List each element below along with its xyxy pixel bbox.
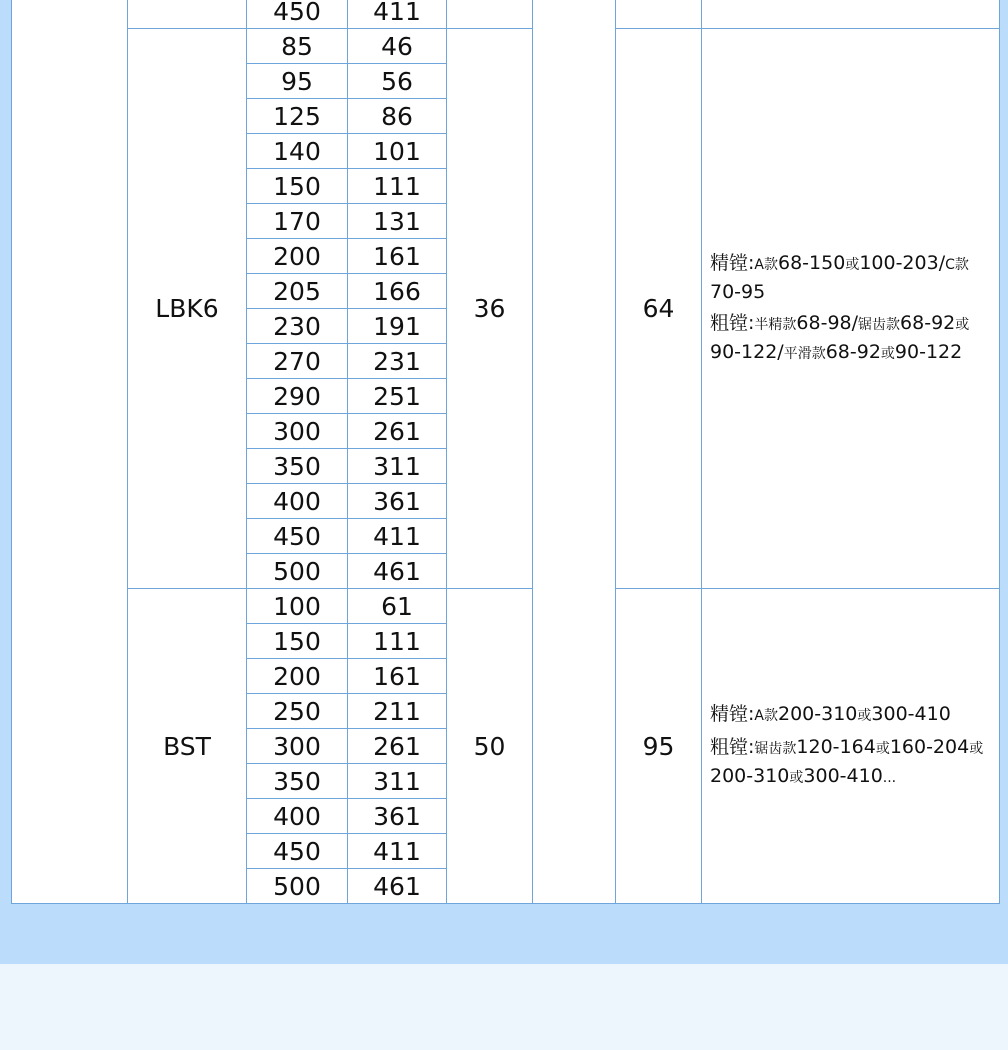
size-cell-2: 231: [348, 344, 447, 379]
note-qualifier: A款: [754, 256, 778, 273]
size-cell: 500: [247, 869, 348, 904]
size-cell: 150: [247, 624, 348, 659]
size-cell: 450: [247, 519, 348, 554]
size-cell-2: 361: [348, 484, 447, 519]
size-cell: 300: [247, 414, 348, 449]
size-cell-2: 101: [348, 134, 447, 169]
value-b-cell: 95: [616, 589, 702, 904]
size-cell: 205: [247, 274, 348, 309]
size-cell-2: 251: [348, 379, 447, 414]
size-cell-2: 131: [348, 204, 447, 239]
note-text: :: [748, 702, 755, 725]
size-cell-2: 361: [348, 799, 447, 834]
note-text: 100-203/: [859, 251, 946, 274]
blank-column-cell: [12, 0, 128, 904]
size-cell: 300: [247, 729, 348, 764]
note-qualifier: 或: [955, 316, 970, 333]
table-row: [12, 29, 1000, 64]
value-b-cell: [616, 0, 702, 29]
note-text: :: [748, 735, 755, 758]
size-cell: 450: [247, 834, 348, 869]
size-cell: 170: [247, 204, 348, 239]
size-cell: 200: [247, 239, 348, 274]
note-text: 300-410: [871, 702, 951, 725]
size-cell-2: 46: [348, 29, 447, 64]
spec-table: [11, 0, 1000, 904]
size-cell-2: 461: [348, 869, 447, 904]
size-cell-2: 61: [348, 589, 447, 624]
value-a-cell: [447, 0, 533, 29]
size-cell: 95: [247, 64, 348, 99]
size-cell-2: 311: [348, 764, 447, 799]
note-cell: [702, 0, 1000, 29]
model-cell: [128, 0, 247, 29]
size-cell: 125: [247, 99, 348, 134]
size-cell: 400: [247, 484, 348, 519]
note-qualifier: 或: [875, 740, 890, 757]
note-text: 精镗: [710, 251, 749, 274]
note-line: [710, 701, 989, 730]
value-a-cell: 50: [447, 589, 533, 904]
note-text: 68-92: [825, 340, 881, 363]
size-cell: 230: [247, 309, 348, 344]
note-text: 68-150: [778, 251, 846, 274]
note-line: [710, 310, 989, 368]
note-qualifier: 或: [789, 769, 804, 786]
note-text: 粗镗: [710, 311, 749, 334]
model-cell: LBK6: [128, 29, 247, 589]
blank-separator-cell: [533, 0, 616, 904]
note-line: [710, 734, 989, 792]
size-cell-2: 461: [348, 554, 447, 589]
size-cell-2: 111: [348, 169, 447, 204]
size-cell-2: 56: [348, 64, 447, 99]
note-qualifier: 锯齿款: [754, 740, 797, 757]
size-cell: 400: [247, 799, 348, 834]
note-qualifier: 或: [969, 740, 984, 757]
note-text: 160-204: [889, 735, 970, 758]
model-cell: BST: [128, 589, 247, 904]
size-cell: 250: [247, 694, 348, 729]
note-text: 68-98/: [796, 311, 859, 334]
table-row: [12, 0, 1000, 29]
note-text: 90-122: [894, 340, 963, 363]
note-qualifier: 或: [845, 256, 860, 273]
note-cell: [702, 29, 1000, 589]
size-cell-2: 261: [348, 729, 447, 764]
size-cell-2: 86: [348, 99, 447, 134]
size-cell-2: 166: [348, 274, 447, 309]
size-cell: 500: [247, 554, 348, 589]
value-a-cell: 36: [447, 29, 533, 589]
size-cell-2: 111: [348, 624, 447, 659]
note-text: 精镗: [710, 702, 749, 725]
size-cell-2: 411: [348, 0, 447, 29]
note-cell: [702, 589, 1000, 904]
size-cell: 290: [247, 379, 348, 414]
note-qualifier: A款: [754, 707, 778, 724]
note-qualifier: 平滑款: [783, 345, 826, 362]
note-text: 200-310: [778, 702, 858, 725]
size-cell-2: 161: [348, 239, 447, 274]
note-text: :: [748, 311, 755, 334]
size-cell-2: 411: [348, 834, 447, 869]
size-cell: 85: [247, 29, 348, 64]
size-cell-2: 191: [348, 309, 447, 344]
note-text: 120-164: [796, 735, 876, 758]
note-qualifier: 锯齿款: [858, 316, 901, 333]
size-cell: 350: [247, 449, 348, 484]
note-qualifier: 半精款: [754, 316, 797, 333]
note-qualifier: 或: [880, 345, 895, 362]
size-cell: 350: [247, 764, 348, 799]
size-cell-2: 261: [348, 414, 447, 449]
bottom-panel: [0, 964, 1008, 1050]
note-text: 200-310: [710, 764, 790, 787]
size-cell: 450: [247, 0, 348, 29]
note-text: 90-122/: [710, 340, 784, 363]
value-b-cell: 64: [616, 29, 702, 589]
note-text: 300-410: [803, 764, 883, 787]
size-cell-2: 311: [348, 449, 447, 484]
size-cell: 100: [247, 589, 348, 624]
note-text: 粗镗: [710, 735, 749, 758]
note-qualifier: C款: [945, 256, 969, 273]
table-row: [12, 589, 1000, 624]
size-cell: 200: [247, 659, 348, 694]
size-cell-2: 211: [348, 694, 447, 729]
note-qualifier: ...: [882, 769, 897, 786]
size-cell: 150: [247, 169, 348, 204]
size-cell-2: 161: [348, 659, 447, 694]
note-text: 68-92: [900, 311, 956, 334]
note-text: :: [748, 251, 755, 274]
note-qualifier: 或: [857, 707, 872, 724]
size-cell: 270: [247, 344, 348, 379]
size-cell: 140: [247, 134, 348, 169]
note-text: 70-95: [710, 280, 766, 303]
note-line: [710, 250, 989, 306]
size-cell-2: 411: [348, 519, 447, 554]
